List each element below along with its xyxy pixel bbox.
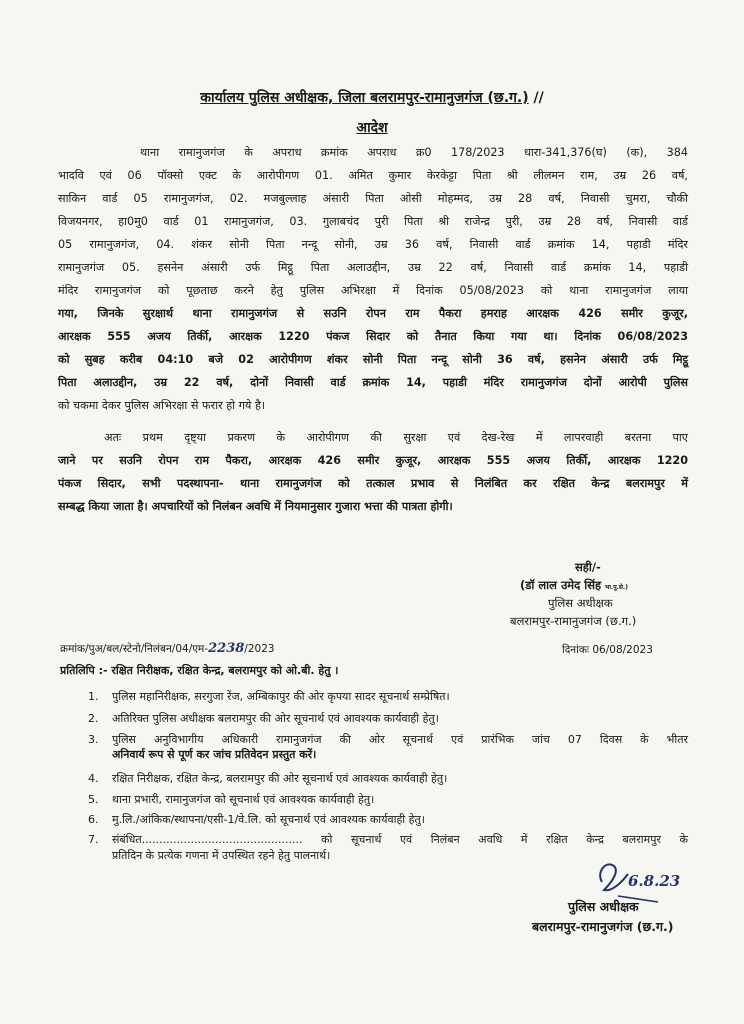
copy-item-number: 1. [88,690,99,703]
body-line: जाने पर सउनि रोपन राम पैकरा, आरक्षक 426 समीर कुजूर, आरक्षक 555 अजय तिर्की, आरक्षक 1220 [58,454,688,467]
reference-date: दिनांकः 06/08/2023 [562,644,653,656]
body-line: पंकज सिदार, सभी पदस्थापना- थाना रामानुजगंज को तत्काल प्रभाव से निलंबित कर रक्षित केन्द्र बलरामपुर में [58,477,688,490]
office-title-suffix: // [533,90,544,106]
body-line: 05 रामानुजगंज, 04. शंकर सोनी पिता नन्दू सोनी, उम्र 36 वर्ष, निवासी वार्ड क्रमांक 14, पहाडी मंदिर [58,238,688,251]
reference-number [60,641,275,656]
body-line: पिता अलाउद्दीन, उम्र 22 वर्ष, दोनों निवासी वार्ड क्रमांक 14, पहाडी मंदिर रामानुजगंज दोनों आरोपी पुलिस [58,376,688,389]
copy-item-text: संबंधित.............................................. को सूचनार्थ एवं निलंबन अवधि में रक्षित केन्द्र बलरामपुर के [112,833,688,846]
body-line: गया, जिनके सुरक्षार्थ थाना रामानुजगंज से सउनि रोपन राम पैकरा हमराह आरक्षक 426 समीर कुजूर, [58,307,688,320]
body-line: थाना रामानुजगंज के अपराध क्रमांक अपराध क्र0 178/2023 धारा-341,376(घ) (क), 384 [140,146,688,159]
copy-item-text: थाना प्रभारी, रामानुजगंज को सूचनार्थ एवं आवश्यक कार्यवाही हेतु। [112,793,375,806]
designation-final: पुलिस अधीक्षक [568,899,639,914]
copy-item-number: 2. [88,712,99,725]
body-line: विजयनगर, हा0मु0 वार्ड 01 रामानुजगंज, 03. गुलाबचंद पुरी पिता श्री राजेन्द्र पुरी, उम्र 28 वर्ष, निवासी वार्ड [58,215,688,228]
officer-name-text: (डॉ लाल उमेद सिंह [520,578,602,592]
copy-heading: प्रतिलिपि :- रक्षित निरीक्षक, रक्षित केन्द्र, बलरामपुर को ओ.बी. हेतु । [60,664,339,677]
copy-item-text: पुलिस अनुविभागीय अधिकारी रामानुजगंज की ओर सूचनार्थ एवं प्रारंभिक जांच 07 दिवस के भीतर [112,733,688,746]
officer-place: बलरामपुर-रामानुजगंज (छ.ग.) [510,614,637,628]
body-line: अतः प्रथम दृष्ट्या प्रकरण के आरोपीगण की सुरक्षा एवं देख-रेख में लापरवाही बरतना पाए [104,431,688,444]
body-line: मंदिर रामानुजगंज को पूछताछ करने हेतु पुलिस अभिरक्षा में दिनांक 05/08/2023 को थाना रामानुजगंज लाया [58,284,688,297]
officer-name [520,578,628,593]
copy-item-number: 6. [88,813,99,826]
reference-handwritten-number: 2238 [208,641,245,656]
handwritten-date: 6.8.23 [628,872,681,890]
body-line: रामानुजगंज 05. हसनेन अंसारी उर्फ मिट्ठू पिता अलाउद्दीन, उम्र 22 वर्ष, निवासी वार्ड क्रमांक 14, पहाडी [58,261,688,274]
officer-service: भा.पु.से.) [605,584,628,591]
body-line: को सुबह करीब 04:10 बजे 02 आरोपीगण शंकर सोनी पिता नन्दू सोनी 36 वर्ष, हसनेन अंसारी उर्फ मिट्ठू [58,353,688,366]
copy-item-text: अनिवार्य रूप से पूर्ण कर जांच प्रतिवेदन प्रस्तुत करें। [112,748,317,761]
body-line: को चकमा देकर पुलिस अभिरक्षा से फरार हो गये है। [58,399,266,412]
office-title-text: कार्यालय पुलिस अधीक्षक, जिला बलरामपुर-रामानुजगंज (छ.ग.) [200,90,529,106]
copy-item-text: पुलिस महानिरीक्षक, सरगुजा रेंज, अम्बिकापुर की ओर कृपया सादर सूचनार्थ सम्प्रेषित। [112,690,450,703]
body-line: भादवि एवं 06 पॉक्सो एक्ट के आरोपीगण 01. अमित कुमार केरकेट्टा पिता श्री लीलमन राम, उम्र 26 वर्ष, [58,169,688,182]
copy-item-number: 4. [88,772,99,785]
body-line: सम्बद्ध किया जाता है। अपचारियों को निलंबन अवधि में नियमानुसार गुजारा भत्ता की पात्रता होगी। [58,500,453,513]
copy-item-number: 7. [88,833,99,846]
place-final: बलरामपुर-रामानुजगंज (छ.ग.) [532,919,674,934]
copy-item-text: प्रतिदिन के प्रत्येक गणना में उपस्थित रहने हेतु पालनार्थ। [112,849,331,862]
reference-prefix: क्रमांक/पुअ/बल/स्टेनो/निलंबन/04/एम- [60,643,209,655]
office-title [0,88,744,107]
copy-item-number: 3. [88,733,99,746]
body-line: आरक्षक 555 अजय तिर्की, आरक्षक 1220 पंकज सिदार को तैनात किया गया था। दिनांक 06/08/2023 [58,330,688,343]
copy-item-text: अतिरिक्त पुलिस अधीक्षक बलरामपुर की ओर सूचनार्थ एवं आवश्यक कार्यवाही हेतु। [112,712,439,725]
body-line: साकिन वार्ड 05 रामानुजगंज, 02. मजबुल्लाह अंसारी पिता ओसी मोहम्मद, उम्र 28 वर्ष, निवासी चुमरा, चौकी [58,192,688,205]
order-heading: आदेश [356,120,388,136]
reference-suffix: /2023 [244,643,275,655]
signed-mark: सही/- [575,560,601,574]
copy-item-text: मु.लि./आंकिक/स्थापना/एसी-1/वे.लि. को सूचनार्थ एवं आवश्यक कार्यवाही हेतु। [112,813,425,826]
copy-item-number: 5. [88,793,99,806]
officer-designation: पुलिस अधीक्षक [548,596,613,610]
copy-item-text: रक्षित निरीक्षक, रक्षित केन्द्र, बलरामपुर की ओर सूचनार्थ एवं आवश्यक कार्यवाही हेतु। [112,772,448,785]
